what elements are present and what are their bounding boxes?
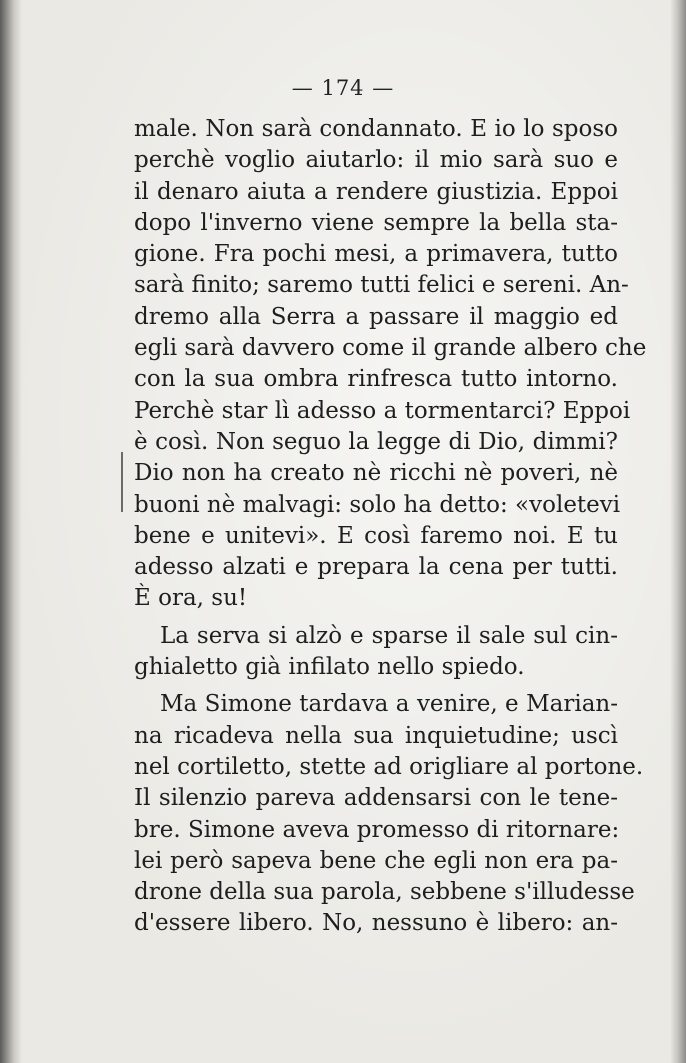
text-line: nel cortiletto, stette ad origliare al portone. [134, 753, 644, 780]
text-line: lei però sapeva bene che egli non era pa- [134, 847, 618, 874]
scan-edge-right [670, 0, 686, 1063]
paragraph-1 [134, 114, 647, 615]
page-number: — 174 — [291, 76, 395, 100]
paragraph-3 [134, 689, 644, 939]
text-line: bre. Simone aveva promesso di ritornare: [134, 816, 620, 843]
text-line: drone della sua parola, sebbene s'illudesse [134, 879, 635, 906]
body-text [134, 114, 647, 940]
text-line: sarà finito; saremo tutti felici e sereni. An- [134, 272, 629, 299]
text-line: na ricadeva nella sua inquietudine; uscì [134, 722, 618, 749]
paragraph-2 [134, 621, 618, 684]
text-line: dopo l'inverno viene sempre la bella sta- [134, 209, 618, 236]
text-line: il denaro aiuta a rendere giustizia. Eppoi [134, 178, 618, 205]
text-line: d'essere libero. No, nessuno è libero: an- [134, 910, 618, 937]
text-line: gione. Fra pochi mesi, a primavera, tutto [134, 241, 618, 268]
text-line: è così. Non seguo la legge di Dio, dimmi? [134, 428, 618, 455]
text-line: buoni nè malvagi: solo ha detto: «voletevi [134, 491, 621, 518]
margin-mark [121, 452, 123, 512]
text-line: bene e unitevi». E così faremo noi. E tu [134, 522, 618, 549]
text-line: ghialetto già infilato nello spiedo. [134, 654, 525, 681]
text-line: male. Non sarà condannato. E io lo sposo [134, 116, 618, 142]
text-line: perchè voglio aiutarlo: il mio sarà suo e [134, 147, 618, 174]
text-line: dremo alla Serra a passare il maggio ed [134, 303, 618, 330]
text-line: egli sarà davvero come il grande albero che [134, 335, 647, 362]
text-line: La serva si alzò e sparse il sale sul cin- [160, 622, 618, 649]
text-line: Dio non ha creato nè ricchi nè poveri, nè [134, 460, 618, 487]
text-line: con la sua ombra rinfresca tutto intorno. [134, 366, 618, 393]
text-line: È ora, su! [134, 585, 248, 612]
text-line: Il silenzio pareva addensarsi con le tene- [134, 785, 618, 812]
scan-edge-left [0, 0, 22, 1063]
text-line: adesso alzati e prepara la cena per tutti. [134, 554, 618, 581]
text-line: Ma Simone tardava a venire, e Marian- [160, 691, 618, 718]
text-line: Perchè star lì adesso a tormentarci? Eppoi [134, 397, 631, 424]
